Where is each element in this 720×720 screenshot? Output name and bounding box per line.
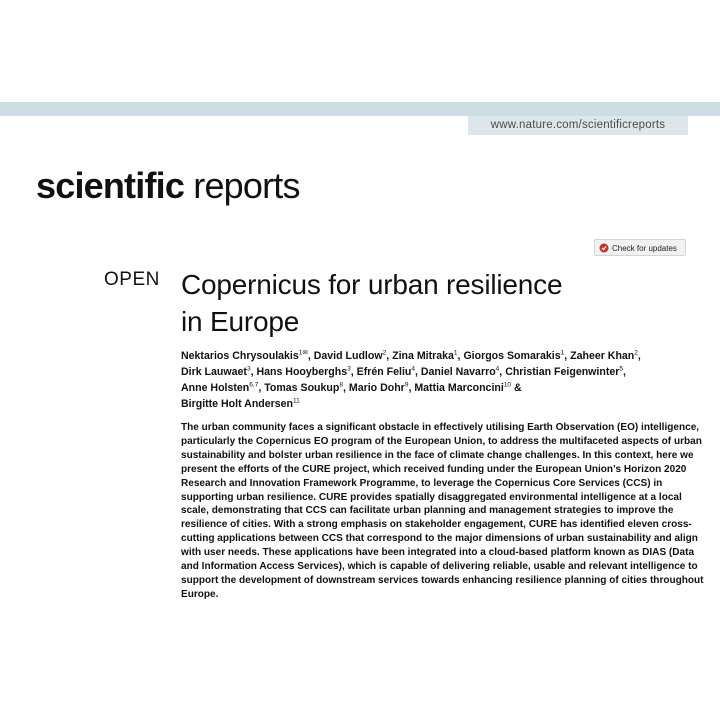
open-access-label: OPEN	[104, 269, 160, 290]
author-affiliation[interactable]: 4	[495, 365, 500, 373]
author-list	[181, 348, 701, 412]
author-separator: ,	[415, 366, 421, 378]
author-separator: ,	[623, 366, 626, 378]
title-line-2: in Europe	[181, 306, 300, 337]
author-separator: ,	[408, 382, 415, 394]
author-name[interactable]: Christian Feigenwinter	[505, 366, 620, 378]
author-name[interactable]: Efrén Feliu	[356, 366, 412, 378]
author-name[interactable]: Dirk Lauwaet	[181, 366, 247, 378]
author-name[interactable]: Hans Hooyberghs	[256, 366, 348, 378]
author-separator: &	[511, 382, 522, 394]
author-affiliation[interactable]: 3	[246, 365, 251, 373]
author-name[interactable]: Birgitte Holt Andersen	[181, 398, 294, 410]
abstract: The urban community faces a significant obstacle in effectively utilising Earth Observation (EO) intelligence, particularly the Copernicus EO program of the European Union, to address the multifaceted aspects of urban sustainability and bolster urban resilience in the face of climate change challenges. In this context, here we present the efforts of the CURE project, which received funding under the European Union’s Horizon 2020 Research and Innovation Framework Programme, to leverage the Copernicus Core Services (CCS) in supporting urban resilience. CURE provides spatially disaggregated environmental intelligence at a local scale, demonstrating that CCS can facilitate urban planning and management strategies to improve the resilience of cities. With a strong emphasis on stakeholder engagement, CURE has identified eleven cross-cutting applications between CCS that correspond to the major dimensions of urban sustainability and align with user needs. These applications have been integrated into a cloud-based platform known as DIAS (Data and Information Access Services), which is capable of delivering reliable, usable and relevant intelligence to support the development of downstream services towards enhancing resilience planning of cities throughout Europe.	[181, 422, 704, 600]
author-name[interactable]: Daniel Navarro	[420, 366, 496, 378]
author-separator: ,	[343, 382, 349, 394]
author-affiliation[interactable]: 2	[382, 349, 387, 357]
author-affiliation[interactable]: 3	[347, 365, 351, 373]
check-label: Check for updates	[612, 244, 677, 253]
author-separator: ,	[350, 366, 357, 378]
author-name[interactable]: Zaheer Khan	[570, 350, 635, 362]
author-separator: ,	[250, 366, 257, 378]
author-separator: ,	[386, 350, 393, 362]
article-title	[181, 266, 651, 340]
author-separator: ,	[499, 366, 506, 378]
author-affiliation[interactable]: 5	[619, 365, 624, 373]
author-affiliation[interactable]: 1✉	[298, 349, 308, 357]
author-separator: ,	[307, 350, 314, 362]
author-affiliation[interactable]: 2	[634, 349, 638, 357]
author-affiliation[interactable]: 1	[453, 349, 458, 357]
author-name[interactable]: Mario Dohr	[348, 382, 405, 394]
journal-logo[interactable]	[36, 165, 300, 207]
author-name[interactable]: Anne Holsten	[181, 382, 250, 394]
author-affiliation[interactable]: 4	[411, 365, 415, 373]
update-check-icon	[599, 243, 609, 253]
author-separator: ,	[457, 350, 464, 362]
author-name[interactable]: David Ludlow	[313, 350, 383, 362]
author-name[interactable]: Giorgos Somarakis	[463, 350, 561, 362]
brand-light: reports	[193, 165, 300, 206]
author-name[interactable]: Mattia Marconcini	[414, 382, 504, 394]
author-affiliation[interactable]: 1	[560, 349, 565, 357]
author-affiliation[interactable]: 11	[293, 397, 300, 405]
author-affiliation[interactable]: 9	[404, 381, 409, 389]
author-name[interactable]: Nektarios Chrysoulakis	[181, 350, 299, 362]
author-separator: ,	[258, 382, 265, 394]
author-name[interactable]: Zina Mitraka	[392, 350, 454, 362]
brand-bold: scientific	[36, 165, 185, 206]
author-affiliation[interactable]: 6,7	[249, 381, 259, 389]
title-line-1: Copernicus for urban resilience	[181, 269, 563, 300]
author-affiliation[interactable]: 8	[339, 381, 343, 389]
header-band	[0, 102, 720, 116]
check-for-updates-button[interactable]	[594, 239, 686, 256]
author-affiliation[interactable]: 10	[503, 381, 512, 389]
author-separator: ,	[564, 350, 571, 362]
author-name[interactable]: Tomas Soukup	[264, 382, 340, 394]
journal-url[interactable]: www.nature.com/scientificreports	[468, 116, 688, 135]
author-separator: ,	[637, 350, 641, 362]
